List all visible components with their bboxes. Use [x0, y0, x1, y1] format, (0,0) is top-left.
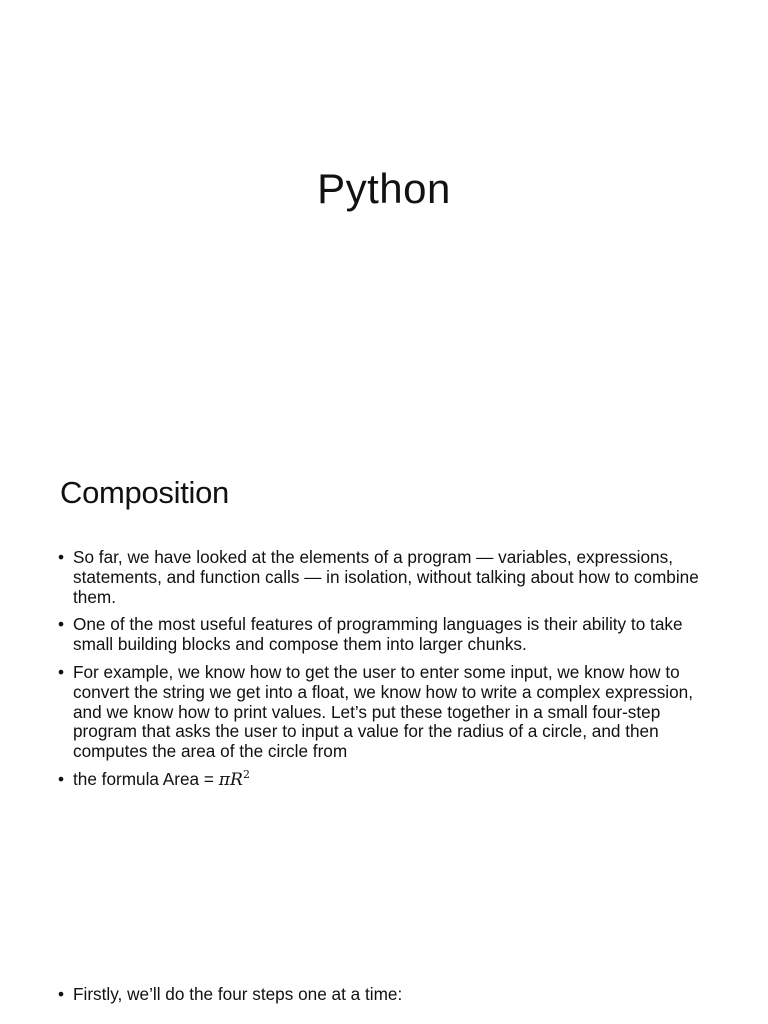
area-formula — [218, 767, 250, 790]
formula-base: πR — [218, 769, 243, 790]
formula-exponent: 2 — [242, 767, 250, 781]
bullet-item-formula — [56, 767, 716, 791]
bullet-text: So far, we have looked at the elements of a program — variables, expressions, statements, and function calls — in isolation, without talking about how to combine them. — [73, 547, 699, 607]
bullet-list — [56, 548, 716, 799]
composition-slide — [0, 430, 768, 1024]
formula-prefix: the formula Area = — [73, 768, 219, 789]
bullet-item — [56, 663, 716, 762]
bullet-marker: • — [58, 984, 65, 1004]
bullet-item — [56, 548, 716, 607]
bullet-marker: • — [58, 547, 65, 567]
bottom-bullet — [56, 984, 402, 1004]
bullet-marker: • — [58, 661, 65, 682]
title-slide — [0, 0, 768, 430]
bullet-marker: • — [58, 768, 65, 789]
bullet-text: For example, we know how to get the user to enter some input, we know how to convert the string we get into a float, we know how to write a complex expression, and we know how to print values. Let’s put these together in a small four-step program that asks the user to input a value for the radius of a circle, and then computes the area of the circle from — [73, 661, 694, 762]
bullet-item — [56, 615, 716, 655]
slide-title: Python — [317, 165, 451, 212]
bullet-marker: • — [58, 614, 65, 635]
bullet-text: Firstly, we’ll do the four steps one at a time: — [73, 984, 403, 1004]
bullet-text: One of the most useful features of programming languages is their ability to take small building blocks and compose them into larger chunks. — [73, 614, 683, 655]
slide-heading: Composition — [60, 475, 230, 510]
